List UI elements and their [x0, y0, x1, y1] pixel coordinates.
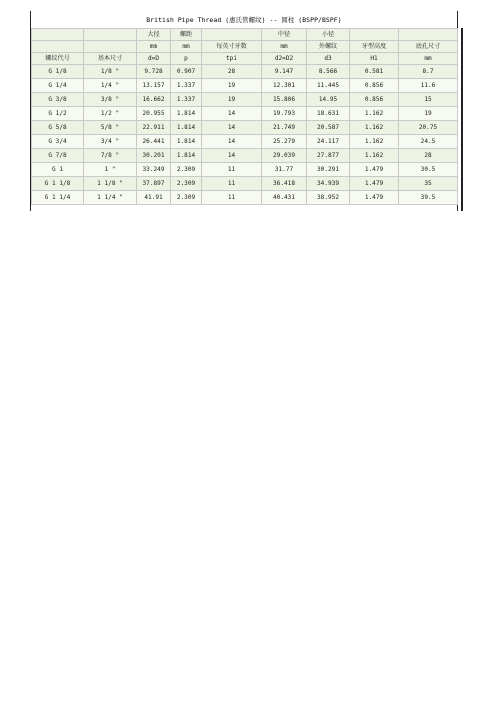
header-cell: 小径: [307, 29, 350, 41]
table-row: [32, 149, 458, 163]
basic-size-cell: 1/4 ": [84, 79, 137, 93]
pitch-cell: 1.814: [171, 121, 202, 135]
table-row: [32, 79, 458, 93]
tpi-cell: 14: [202, 121, 262, 135]
thread-code-cell: G 1 1/4: [32, 191, 84, 205]
header-row-2: [32, 41, 458, 53]
pitch-cell: 1.814: [171, 149, 202, 163]
header-row-3: [32, 53, 458, 65]
major-diameter-cell: 9.728: [137, 65, 171, 79]
tpi-cell: 11: [202, 191, 262, 205]
minor-diameter-cell: 8.566: [307, 65, 350, 79]
header-cell: [350, 29, 399, 41]
header-cell: d=D: [137, 53, 171, 65]
table-row: [32, 65, 458, 79]
header-cell: 每英寸牙数: [202, 41, 262, 53]
major-diameter-cell: 41.91: [137, 191, 171, 205]
pitch-cell: 1.814: [171, 135, 202, 149]
header-cell: 牙型高度: [350, 41, 399, 53]
pitch-cell: 2.309: [171, 191, 202, 205]
table-row: [32, 177, 458, 191]
minor-diameter-cell: 30.291: [307, 163, 350, 177]
pitch-diameter-cell: 40.431: [262, 191, 307, 205]
pitch-diameter-cell: 12.301: [262, 79, 307, 93]
basic-size-cell: 7/8 ": [84, 149, 137, 163]
pitch-diameter-cell: 36.418: [262, 177, 307, 191]
tpi-cell: 19: [202, 93, 262, 107]
header-cell: d2=D2: [262, 53, 307, 65]
thread-code-cell: G 5/8: [32, 121, 84, 135]
tap-drill-size-cell: 35: [399, 177, 458, 191]
pitch-diameter-cell: 15.806: [262, 93, 307, 107]
major-diameter-cell: 13.157: [137, 79, 171, 93]
pitch-diameter-cell: 31.77: [262, 163, 307, 177]
minor-diameter-cell: 34.939: [307, 177, 350, 191]
thread-code-cell: G 1/2: [32, 107, 84, 121]
major-diameter-cell: 30.201: [137, 149, 171, 163]
table-row: [32, 107, 458, 121]
pitch-cell: 2.309: [171, 177, 202, 191]
pitch-cell: 0.907: [171, 65, 202, 79]
tap-drill-size-cell: 15: [399, 93, 458, 107]
thread-spec-table: [31, 28, 458, 205]
thread-code-cell: G 3/8: [32, 93, 84, 107]
basic-size-cell: 3/8 ": [84, 93, 137, 107]
header-row-1: [32, 29, 458, 41]
table-row: [32, 163, 458, 177]
thread-code-cell: G 1/8: [32, 65, 84, 79]
thread-code-cell: G 1/4: [32, 79, 84, 93]
tap-drill-size-cell: 24.5: [399, 135, 458, 149]
major-diameter-cell: 37.897: [137, 177, 171, 191]
basic-size-cell: 1 1/4 ": [84, 191, 137, 205]
pitch-diameter-cell: 25.279: [262, 135, 307, 149]
header-cell: [32, 41, 84, 53]
major-diameter-cell: 16.662: [137, 93, 171, 107]
pitch-diameter-cell: 9.147: [262, 65, 307, 79]
minor-diameter-cell: 20.587: [307, 121, 350, 135]
thread-height-cell: 1.162: [350, 149, 399, 163]
header-cell: [84, 41, 137, 53]
thread-code-cell: G 1 1/8: [32, 177, 84, 191]
header-cell: mm: [171, 41, 202, 53]
basic-size-cell: 3/4 ": [84, 135, 137, 149]
table-body: [32, 65, 458, 205]
tpi-cell: 28: [202, 65, 262, 79]
thread-code-cell: G 1: [32, 163, 84, 177]
header-cell: [399, 29, 458, 41]
thread-height-cell: 1.479: [350, 177, 399, 191]
basic-size-cell: 1/8 ": [84, 65, 137, 79]
header-cell: 底孔尺寸: [399, 41, 458, 53]
thread-height-cell: 0.581: [350, 65, 399, 79]
tpi-cell: 11: [202, 163, 262, 177]
basic-size-cell: 1 1/8 ": [84, 177, 137, 191]
tpi-cell: 11: [202, 177, 262, 191]
tpi-cell: 14: [202, 107, 262, 121]
tap-drill-size-cell: 19: [399, 107, 458, 121]
basic-size-cell: 1/2 ": [84, 107, 137, 121]
pitch-diameter-cell: 19.793: [262, 107, 307, 121]
pitch-cell: 1.337: [171, 93, 202, 107]
header-cell: [202, 29, 262, 41]
table-row: [32, 191, 458, 205]
header-cell: tpi: [202, 53, 262, 65]
tap-drill-size-cell: 8.7: [399, 65, 458, 79]
minor-diameter-cell: 27.877: [307, 149, 350, 163]
tap-drill-size-cell: 20.75: [399, 121, 458, 135]
tpi-cell: 14: [202, 135, 262, 149]
thread-height-cell: 0.856: [350, 79, 399, 93]
minor-diameter-cell: 18.631: [307, 107, 350, 121]
table-header: [32, 29, 458, 65]
basic-size-cell: 1 ": [84, 163, 137, 177]
header-cell: 螺纹代号: [32, 53, 84, 65]
header-cell: H1: [350, 53, 399, 65]
thread-code-cell: G 7/8: [32, 149, 84, 163]
header-cell: mm: [399, 53, 458, 65]
major-diameter-cell: 20.955: [137, 107, 171, 121]
pitch-cell: 2.309: [171, 163, 202, 177]
sheet-edge-line: [461, 28, 463, 211]
header-cell: mm: [262, 41, 307, 53]
major-diameter-cell: 26.441: [137, 135, 171, 149]
thread-height-cell: 1.162: [350, 121, 399, 135]
minor-diameter-cell: 11.445: [307, 79, 350, 93]
thread-table-sheet: [30, 11, 458, 211]
header-cell: mm: [137, 41, 171, 53]
thread-code-cell: G 3/4: [32, 135, 84, 149]
minor-diameter-cell: 14.95: [307, 93, 350, 107]
tpi-cell: 19: [202, 79, 262, 93]
header-cell: 螺距: [171, 29, 202, 41]
table-row: [32, 135, 458, 149]
major-diameter-cell: 22.911: [137, 121, 171, 135]
thread-height-cell: 1.162: [350, 107, 399, 121]
tap-drill-size-cell: 39.5: [399, 191, 458, 205]
basic-size-cell: 5/8 ": [84, 121, 137, 135]
header-cell: p: [171, 53, 202, 65]
pitch-cell: 1.814: [171, 107, 202, 121]
header-cell: 中径: [262, 29, 307, 41]
table-title: British Pipe Thread (惠氏管螺纹) -- 圆柱 (BSPP/BSPF): [146, 16, 342, 24]
thread-height-cell: 1.479: [350, 163, 399, 177]
header-cell: 基本尺寸: [84, 53, 137, 65]
minor-diameter-cell: 38.952: [307, 191, 350, 205]
pitch-diameter-cell: 29.039: [262, 149, 307, 163]
table-row: [32, 93, 458, 107]
thread-height-cell: 1.162: [350, 135, 399, 149]
tap-drill-size-cell: 28: [399, 149, 458, 163]
major-diameter-cell: 33.249: [137, 163, 171, 177]
tpi-cell: 14: [202, 149, 262, 163]
header-cell: d3: [307, 53, 350, 65]
header-cell: [84, 29, 137, 41]
thread-height-cell: 1.479: [350, 191, 399, 205]
pitch-cell: 1.337: [171, 79, 202, 93]
pitch-diameter-cell: 21.749: [262, 121, 307, 135]
header-cell: 大径: [137, 29, 171, 41]
tap-drill-size-cell: 11.6: [399, 79, 458, 93]
tap-drill-size-cell: 30.5: [399, 163, 458, 177]
header-cell: 外螺纹: [307, 41, 350, 53]
header-cell: [32, 29, 84, 41]
table-row: [32, 121, 458, 135]
minor-diameter-cell: 24.117: [307, 135, 350, 149]
thread-height-cell: 0.856: [350, 93, 399, 107]
